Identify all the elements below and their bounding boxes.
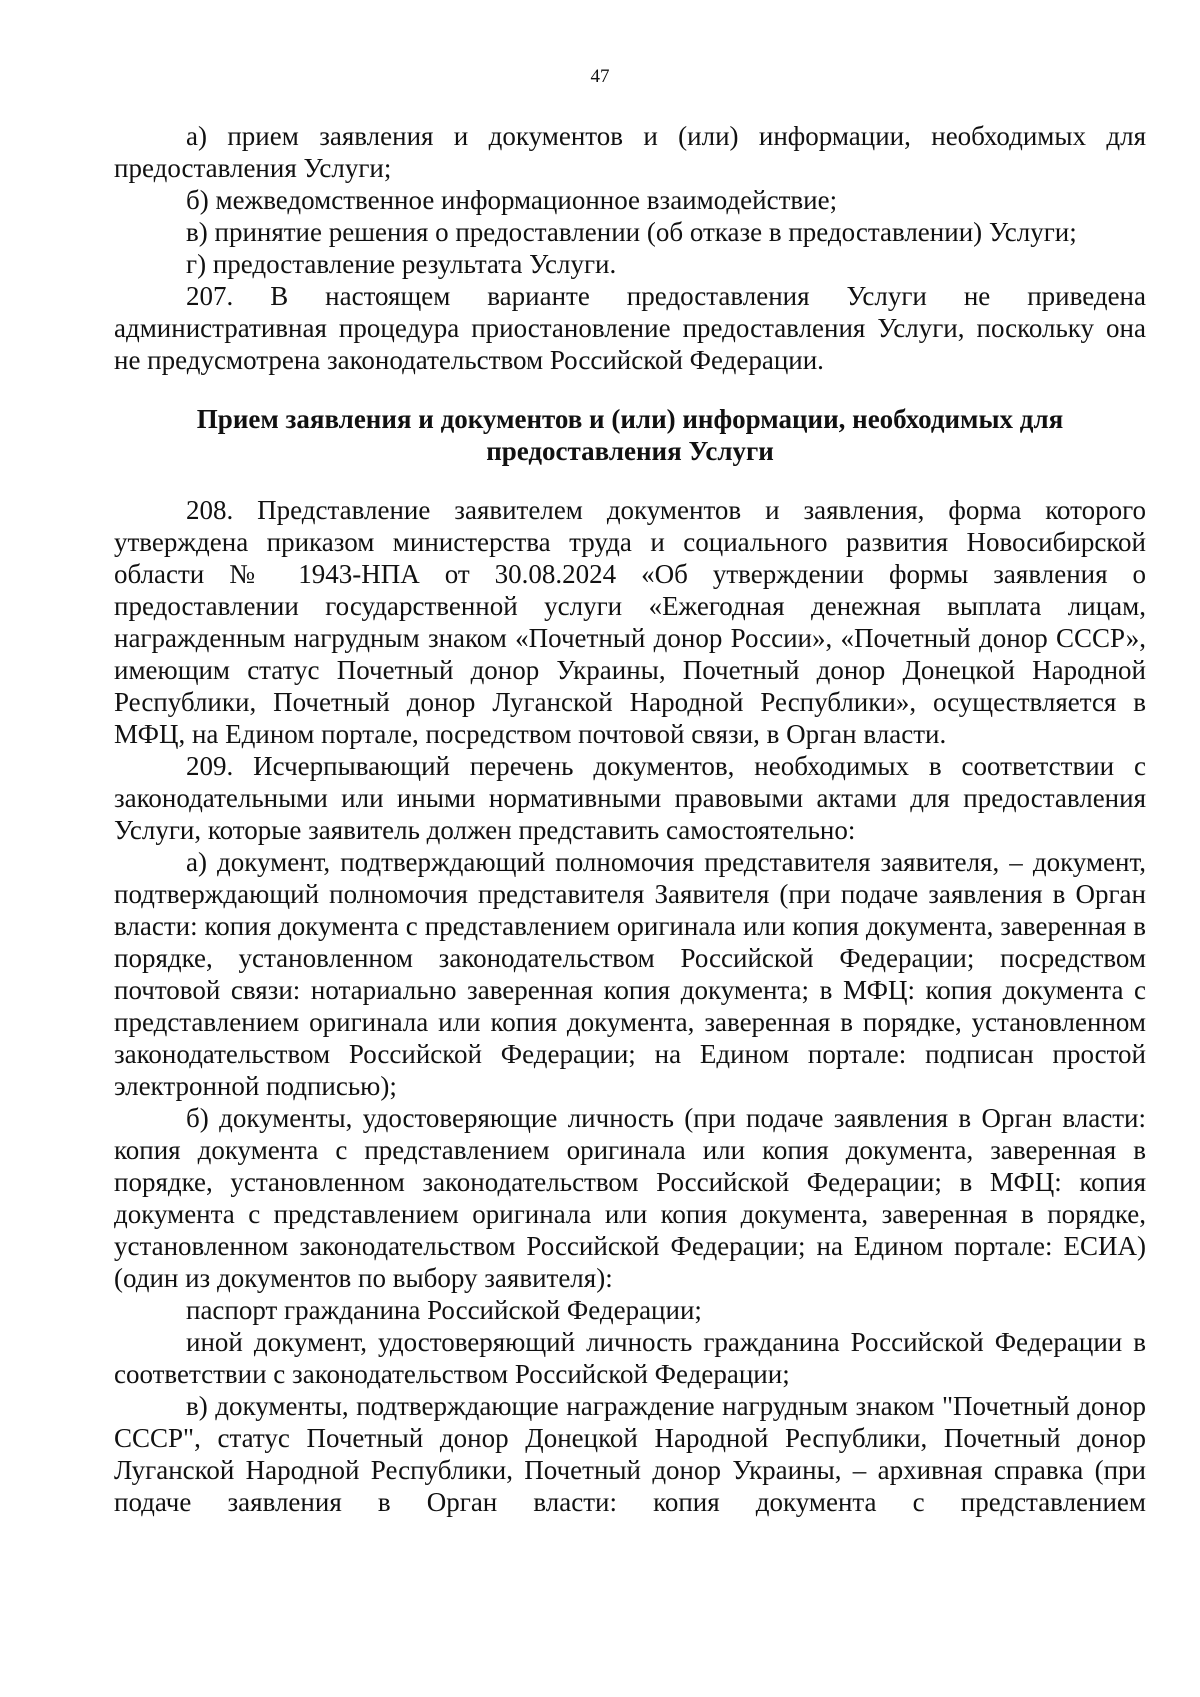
clause-208: 208. Представление заявителем документов и заявления, форма которого утверждена приказом министерства труда и социального развития Новосибирской области № 1943-НПА от 30.08.2024 «Об утверждении формы заявления о предоставлении государственной услуги «Ежегодная денежная выплата лицам, награжденным нагрудным знаком «Почетный донор России», «Почетный донор СССР», имеющим статус Почетный донор Украины, Почетный донор Донецкой Народной Республики, Почетный донор Луганской Народной Республики», осуществляется в МФЦ, на Едином портале, посредством почтовой связи, в Орган власти.	[114, 495, 1146, 749]
clause-209-item-b: б) документы, удостоверяющие личность (при подаче заявления в Орган власти: копия документа с представлением оригинала или копия документа, заверенная в порядке, установленном законодательством Российской Федерации; в МФЦ: копия документа с представлением оригинала или копия документа, заверенная в порядке, установленном законодательством Российской Федерации; на Едином портале: ЕСИА) (один из документов по выбору заявителя):	[114, 1103, 1146, 1293]
clause-209-item-a: а) документ, подтверждающий полномочия представителя заявителя, – документ, подтверждающий полномочия представителя Заявителя (при подаче заявления в Орган власти: копия документа с представлением оригинала или копия документа, заверенная в порядке, установленном законодательством Российской Федерации; посредством почтовой связи: нотариально заверенная копия документа; в МФЦ: копия документа с представлением оригинала или копия документа, заверенная в порядке, установленном законодательством Российской Федерации; на Едином портале: подписан простой электронной подписью);	[114, 847, 1146, 1101]
clause-207: 207. В настоящем варианте предоставления Услуги не приведена административная процедура приостановление предоставления Услуги, поскольку она не предусмотрена законодательством Российской Федерации.	[114, 281, 1146, 375]
list-item-b: б) межведомственное информационное взаимодействие;	[186, 185, 838, 215]
clause-209-item-v: в) документы, подтверждающие награждение нагрудным знаком "Почетный донор СССР", статус Почетный донор Донецкой Народной Республики, Почетный донор Луганской Народной Республики, Почетный донор Украины, – архивная справка (при подаче заявления в Орган власти: копия документа с представлением	[114, 1391, 1146, 1517]
clause-209: 209. Исчерпывающий перечень документов, необходимых в соответствии с законодательными или иными нормативными правовыми актами для предоставления Услуги, которые заявитель должен представить самостоятельно:	[114, 751, 1146, 845]
document-option-other-id: иной документ, удостоверяющий личность гражданина Российской Федерации в соответствии с законодательством Российской Федерации;	[114, 1327, 1146, 1389]
section-heading: Прием заявления и документов и (или) информации, необходимых для предоставления Услуги	[196, 404, 1064, 466]
list-item-g: г) предоставление результата Услуги.	[186, 249, 617, 279]
list-item-a: а) прием заявления и документов и (или) информации, необходимых для предоставления Услуги;	[114, 121, 1146, 183]
document-body	[114, 120, 1146, 1518]
page-number: 47	[590, 66, 610, 87]
document-option-passport: паспорт гражданина Российской Федерации;	[186, 1295, 702, 1325]
list-item-v: в) принятие решения о предоставлении (об отказе в предоставлении) Услуги;	[186, 217, 1077, 247]
